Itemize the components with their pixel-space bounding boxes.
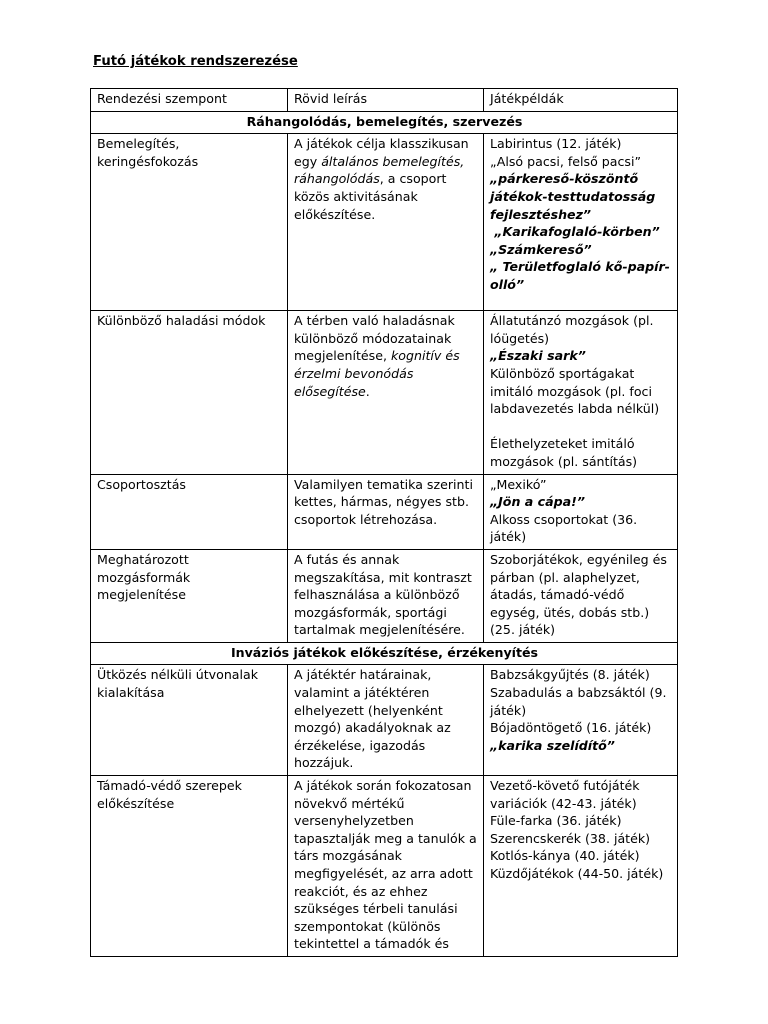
example-item: Élethelyzeteket imitáló mozgások (pl. sántítás)	[490, 436, 638, 469]
header-description: Rövid leírás	[288, 89, 484, 112]
table-header-row	[91, 89, 678, 112]
examples-cell	[484, 665, 678, 776]
section-row	[91, 642, 678, 665]
example-item-highlight: „karika szelídítő”	[490, 737, 615, 753]
criterion-cell: Különböző haladási módok	[91, 311, 288, 474]
description-cell	[288, 311, 484, 474]
example-item: Szabadulás a babzsáktól (9. játék)	[490, 685, 667, 718]
example-item: „Alsó pacsi, felső pacsi”	[490, 153, 642, 169]
examples-cell	[484, 776, 678, 957]
table-row	[91, 134, 678, 311]
description-cell: A játékok során fokozatosan növekvő mértékű versenyhelyzetben tapasztalják meg a tanulók a társ mozgásának megfigyelését, az arra adott reakciót, és az ehhez szükséges térbeli tanulási szempontokat (különös tekintettel a támadók és	[288, 776, 484, 957]
description-text: A játékok célja klasszikusan egy	[294, 136, 469, 169]
example-item: Kotlós-kánya (40. játék)	[490, 848, 640, 864]
example-item: Küzdőjátékok (44-50. játék)	[490, 866, 664, 881]
example-item: Labirintus (12. játék)	[490, 136, 622, 152]
table-row	[91, 665, 678, 776]
description-emphasis: általános bemelegítés, ráhangolódás	[294, 153, 465, 187]
blank-line	[490, 418, 672, 436]
example-item-highlight: „ Területfoglaló kő-papír-olló”	[490, 259, 670, 292]
table-row	[91, 311, 678, 474]
example-item: Szerencskerék (38. játék)	[490, 830, 651, 846]
example-item-highlight: „Jön a cápa!”	[490, 494, 586, 510]
examples-cell	[484, 311, 678, 474]
table-row	[91, 549, 678, 642]
description-text: A térben való haladásnak különböző módozatainak megjelenítése,	[294, 313, 455, 364]
description-cell: A futás és annak megszakítása, mit kontraszt felhasználása a különböző mozgásformák, sportági tartalmak megjelenítésére.	[288, 549, 484, 642]
example-item: Különböző sportágakat imitáló mozgások (pl. foci labdavezetés labda nélkül)	[490, 365, 660, 417]
header-criterion: Rendezési szempont	[91, 89, 288, 112]
example-item: Állatutánzó mozgások (pl. lóügetés)	[490, 313, 654, 346]
example-item-highlight: „Számkereső”	[490, 241, 592, 257]
example-item: Füle-farka (36. játék)	[490, 813, 622, 829]
description-text: , a csoport közös aktivitásának előkészítése.	[294, 171, 447, 222]
examples-cell	[484, 474, 678, 549]
section-heading-2: Inváziós játékok előkészítése, érzékenyítés	[91, 642, 678, 665]
games-table	[90, 88, 678, 957]
table-row	[91, 474, 678, 549]
header-examples: Játékpéldák	[484, 89, 678, 112]
table-row	[91, 776, 678, 957]
document-title: Futó játékok rendszerezése	[93, 54, 298, 69]
criterion-cell: Támadó-védő szerepek előkészítése	[91, 776, 288, 957]
section-heading-1: Ráhangolódás, bemelegítés, szervezés	[91, 111, 678, 134]
example-item: Babzsákgyűjtés (8. játék)	[490, 667, 650, 683]
example-item-highlight: „Karikafoglaló-körben”	[490, 224, 660, 240]
criterion-cell: Bemelegítés, keringésfokozás	[91, 134, 288, 311]
examples-cell	[484, 549, 678, 642]
example-item: Bójadöntögető (16. játék)	[490, 720, 652, 736]
criterion-cell: Ütközés nélküli útvonalak kialakítása	[91, 665, 288, 776]
example-item-highlight: „Északi sark”	[490, 348, 586, 364]
description-emphasis: kognitív és érzelmi bevonódás elősegítése	[294, 348, 460, 399]
example-item: Szoborjátékok, egyénileg és párban (pl. alaphelyzet, átadás, támadó-védő egység, ütés, dobás stb.) (25. játék)	[490, 551, 667, 638]
description-cell	[288, 134, 484, 311]
criterion-cell: Meghatározott mozgásformák megjelenítése	[91, 549, 288, 642]
example-item: „Mexikó”	[490, 476, 547, 492]
example-item: Vezető-követő futójáték variációk (42-43. játék)	[490, 778, 640, 811]
example-item-highlight: „párkereső-köszöntő játékok-testtudatosság fejlesztéshez”	[490, 171, 656, 222]
example-item: Alkoss csoportokat (36. játék)	[490, 511, 638, 545]
description-cell: Valamilyen tematika szerinti kettes, hármas, négyes stb. csoportok létrehozása.	[288, 474, 484, 549]
description-text: .	[365, 383, 370, 399]
description-cell: A játéktér határainak, valamint a játéktéren elhelyezett (helyenként mozgó) akadályoknak az érzékelése, igazodás hozzájuk.	[288, 665, 484, 776]
criterion-cell: Csoportosztás	[91, 474, 288, 549]
section-row	[91, 111, 678, 134]
examples-cell	[484, 134, 678, 311]
